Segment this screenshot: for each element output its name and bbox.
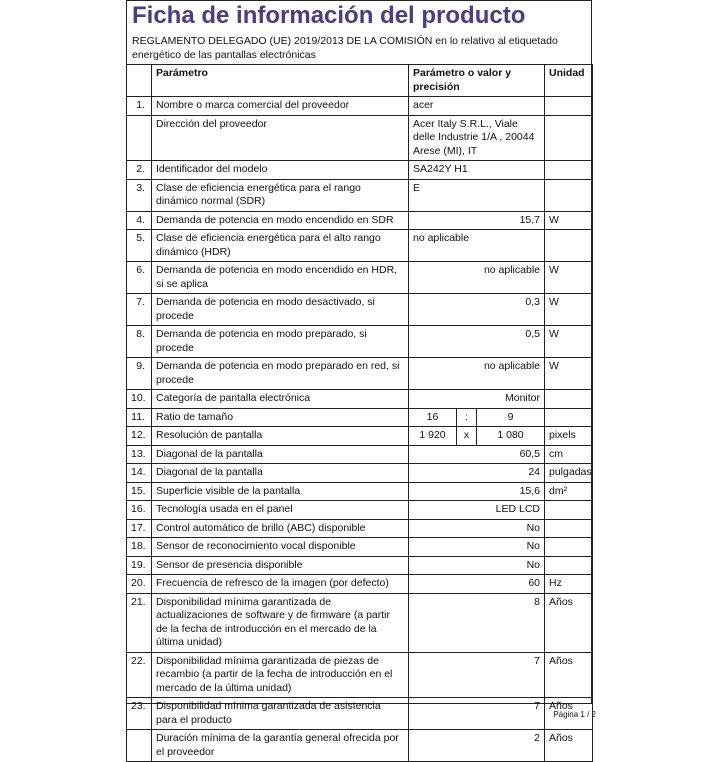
row-value: LED LCD — [409, 501, 545, 520]
row-unit: W — [545, 326, 593, 358]
row-parameter: Demanda de potencia en modo desactivado, si procede — [152, 294, 409, 326]
page-title: Ficha de información del producto — [132, 2, 526, 29]
row-number: 11. — [127, 408, 152, 427]
table-row — [127, 593, 593, 652]
table-row — [127, 501, 593, 520]
row-unit: Años — [545, 730, 593, 762]
row-unit — [545, 501, 593, 520]
row-number: 15. — [127, 482, 152, 501]
row-parameter: Diagonal de la pantalla — [152, 464, 409, 483]
table-row — [127, 97, 593, 116]
table-row — [127, 358, 593, 390]
row-unit: W — [545, 211, 593, 230]
row-number: 13. — [127, 445, 152, 464]
regulation-text: REGLAMENTO DELEGADO (UE) 2019/2013 DE LA COMISIÓN en lo relativo al etiquetado energético de las pantallas electrónicas — [132, 35, 558, 61]
table-row — [127, 730, 593, 762]
row-parameter: Diagonal de la pantalla — [152, 445, 409, 464]
page-number: Página 1 / 2 — [553, 710, 596, 719]
row-value: 2 — [409, 730, 545, 762]
row-value: No — [409, 519, 545, 538]
row-number: 12. — [127, 427, 152, 446]
row-number: 5. — [127, 230, 152, 262]
row-value: 8 — [409, 593, 545, 652]
row-parameter: Superficie visible de la pantalla — [152, 482, 409, 501]
header-unit: Unidad — [545, 65, 593, 97]
row-unit — [545, 97, 593, 116]
table-row — [127, 408, 593, 427]
row-unit: dm² — [545, 482, 593, 501]
row-parameter: Sensor de presencia disponible — [152, 556, 409, 575]
row-value: No — [409, 556, 545, 575]
row-unit — [545, 390, 593, 409]
row-number: 14. — [127, 464, 152, 483]
row-value: 7 — [409, 698, 545, 730]
row-parameter: Dirección del proveedor — [152, 115, 409, 161]
row-number: 23. — [127, 698, 152, 730]
row-value-separator: : — [457, 408, 477, 427]
row-number: 19. — [127, 556, 152, 575]
table-row — [127, 161, 593, 180]
row-number: 1. — [127, 97, 152, 116]
row-number: 20. — [127, 575, 152, 594]
row-unit: W — [545, 262, 593, 294]
table-row — [127, 575, 593, 594]
row-parameter: Demanda de potencia en modo preparado, si procede — [152, 326, 409, 358]
row-value: Monitor — [409, 390, 545, 409]
row-number: 7. — [127, 294, 152, 326]
row-parameter: Disponibilidad mínima garantizada de piezas de recambio (a partir de la fecha de introducción en el mercado de la última unidad) — [152, 652, 409, 698]
header-parameter: Parámetro — [152, 65, 409, 97]
table-row — [127, 652, 593, 698]
product-info-table — [126, 64, 593, 762]
row-number — [127, 730, 152, 762]
row-unit: W — [545, 294, 593, 326]
row-value: no aplicable — [409, 358, 545, 390]
row-value: 60,5 — [409, 445, 545, 464]
row-parameter: Demanda de potencia en modo encendido en SDR — [152, 211, 409, 230]
row-unit — [545, 179, 593, 211]
row-parameter: Demanda de potencia en modo preparado en red, si procede — [152, 358, 409, 390]
row-value: 15,7 — [409, 211, 545, 230]
row-unit — [545, 556, 593, 575]
row-number: 21. — [127, 593, 152, 652]
table-row — [127, 211, 593, 230]
row-value: 0,5 — [409, 326, 545, 358]
table-row — [127, 326, 593, 358]
row-value-b: 9 — [477, 408, 545, 427]
row-number: 8. — [127, 326, 152, 358]
row-value: SA242Y H1 — [409, 161, 545, 180]
table-row — [127, 556, 593, 575]
header-value: Parámetro o valor y precisión — [409, 65, 545, 97]
row-value: 15,6 — [409, 482, 545, 501]
row-parameter: Categoría de pantalla electrónica — [152, 390, 409, 409]
row-number: 22. — [127, 652, 152, 698]
row-unit: Hz — [545, 575, 593, 594]
row-parameter: Duración mínima de la garantía general ofrecida por el proveedor — [152, 730, 409, 762]
row-value: 24 — [409, 464, 545, 483]
row-unit: Años — [545, 593, 593, 652]
row-parameter: Tecnología usada en el panel — [152, 501, 409, 520]
row-parameter: Disponibilidad mínima garantizada de asistencia para el producto — [152, 698, 409, 730]
row-unit: Años — [545, 652, 593, 698]
row-unit: cm — [545, 445, 593, 464]
row-parameter: Identificador del modelo — [152, 161, 409, 180]
row-number: 17. — [127, 519, 152, 538]
row-value: 7 — [409, 652, 545, 698]
row-parameter: Clase de eficiencia energética para el rango dinámico normal (SDR) — [152, 179, 409, 211]
row-parameter: Control automático de brillo (ABC) disponible — [152, 519, 409, 538]
row-number: 4. — [127, 211, 152, 230]
row-number: 2. — [127, 161, 152, 180]
row-value: no aplicable — [409, 262, 545, 294]
row-number: 6. — [127, 262, 152, 294]
row-number: 3. — [127, 179, 152, 211]
row-parameter: Resolución de pantalla — [152, 427, 409, 446]
table-row — [127, 262, 593, 294]
row-number — [127, 115, 152, 161]
row-parameter: Sensor de reconocimiento vocal disponible — [152, 538, 409, 557]
row-value: Acer Italy S.R.L., Viale delle Industrie 1/A , 20044 Arese (MI), IT — [409, 115, 545, 161]
header-number — [127, 65, 152, 97]
row-value: no aplicable — [409, 230, 545, 262]
row-unit — [545, 538, 593, 557]
table-row — [127, 390, 593, 409]
row-parameter: Disponibilidad mínima garantizada de actualizaciones de software y de firmware (a partir de la fecha de introducción en el mercado de la última unidad) — [152, 593, 409, 652]
row-unit — [545, 230, 593, 262]
row-value: No — [409, 538, 545, 557]
row-value: 0,3 — [409, 294, 545, 326]
table-row — [127, 179, 593, 211]
table-row — [127, 445, 593, 464]
row-unit: W — [545, 358, 593, 390]
table-row — [127, 482, 593, 501]
row-unit: pulgadas — [545, 464, 593, 483]
row-value: 60 — [409, 575, 545, 594]
row-parameter: Frecuencia de refresco de la imagen (por defecto) — [152, 575, 409, 594]
table-row — [127, 538, 593, 557]
row-parameter: Nombre o marca comercial del proveedor — [152, 97, 409, 116]
row-value-a: 1 920 — [409, 427, 457, 446]
row-number: 10. — [127, 390, 152, 409]
table-row — [127, 230, 593, 262]
row-value-a: 16 — [409, 408, 457, 427]
row-number: 16. — [127, 501, 152, 520]
row-parameter: Demanda de potencia en modo encendido en HDR, si se aplica — [152, 262, 409, 294]
row-value: E — [409, 179, 545, 211]
table-row — [127, 294, 593, 326]
table-row — [127, 427, 593, 446]
table-header-row — [127, 65, 593, 97]
row-unit — [545, 115, 593, 161]
row-unit: Años — [545, 698, 593, 730]
table-row — [127, 519, 593, 538]
row-number: 9. — [127, 358, 152, 390]
row-unit — [545, 161, 593, 180]
row-unit — [545, 408, 593, 427]
row-unit — [545, 519, 593, 538]
row-number: 18. — [127, 538, 152, 557]
row-value: acer — [409, 97, 545, 116]
table-row — [127, 115, 593, 161]
row-unit: pixels — [545, 427, 593, 446]
row-parameter: Ratio de tamaño — [152, 408, 409, 427]
table-row — [127, 464, 593, 483]
table-row — [127, 698, 593, 730]
row-value-b: 1 080 — [477, 427, 545, 446]
row-value-separator: x — [457, 427, 477, 446]
row-parameter: Clase de eficiencia energética para el alto rango dinámico (HDR) — [152, 230, 409, 262]
